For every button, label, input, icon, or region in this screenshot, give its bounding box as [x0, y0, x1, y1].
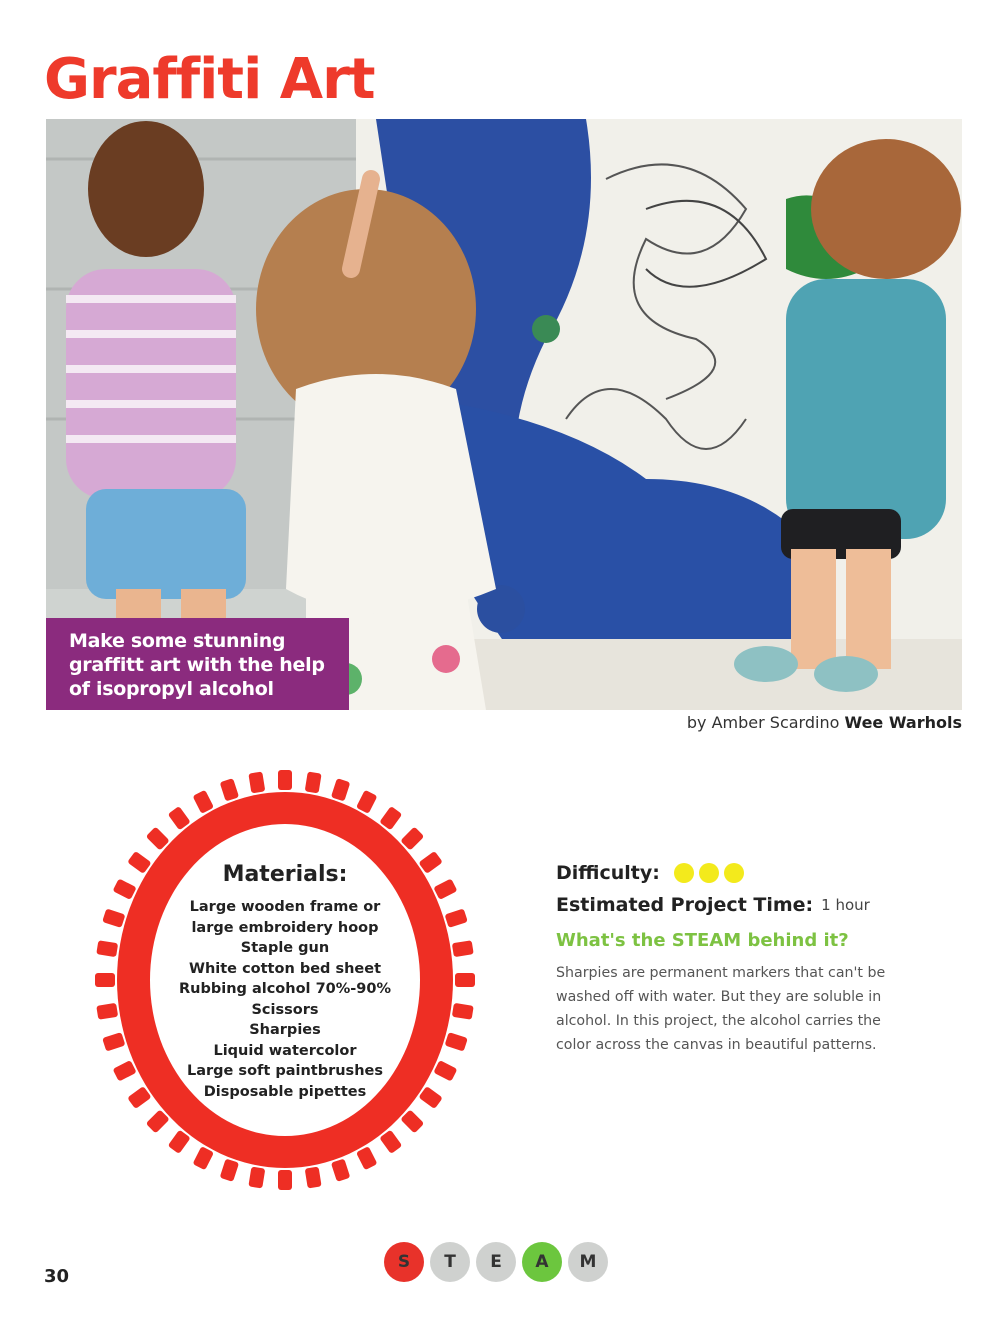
gear-tooth [168, 806, 191, 830]
page-number: 30 [44, 1266, 70, 1287]
gear-tooth [220, 1159, 239, 1182]
material-item: Liquid watercolor [213, 1042, 357, 1059]
gear-tooth [113, 878, 137, 900]
material-item: Large soft paintbrushes [187, 1063, 383, 1079]
gear-tooth [305, 1167, 322, 1189]
materials-heading: Materials: [222, 862, 348, 887]
gear-tooth [102, 1032, 125, 1051]
material-item: Disposable pipettes [203, 1083, 367, 1100]
time-row [556, 894, 936, 916]
difficulty-dot [699, 863, 719, 883]
material-item: Sharpies [249, 1022, 321, 1038]
gear-tooth [331, 1159, 350, 1182]
gear-tooth [146, 827, 170, 851]
gear-tooth [331, 778, 350, 801]
materials-list [135, 897, 435, 1102]
gear-tooth [433, 878, 457, 900]
difficulty-row [556, 862, 936, 884]
byline-author: by Amber Scardino [686, 713, 840, 732]
byline [687, 713, 962, 732]
gear-tooth [452, 1003, 474, 1020]
photo-caption-box [46, 618, 349, 710]
gear-tooth [400, 827, 424, 851]
project-info [556, 862, 936, 1057]
difficulty-dot [724, 863, 744, 883]
gear-tooth [452, 940, 474, 957]
material-item: White cotton bed sheet [188, 960, 382, 977]
steam-letters [384, 1242, 608, 1282]
page-title: Graffiti Art [44, 47, 375, 112]
gear-tooth [278, 1170, 292, 1190]
gear-tooth [193, 790, 215, 814]
gear-tooth [379, 806, 402, 830]
gear-tooth [102, 908, 125, 927]
gear-tooth [379, 1130, 402, 1154]
gear-tooth [96, 940, 118, 957]
material-item: Scissors [251, 1001, 319, 1018]
gear-tooth [278, 770, 292, 790]
gear-tooth [220, 778, 239, 801]
steam-explanation: Sharpies are permanent markers that can't be washed off with water. But they are soluble in alcohol. In this project, the alcohol carries the color across the canvas in beautiful patterns. [556, 965, 886, 1053]
gear-tooth [445, 1032, 468, 1051]
gear-tooth [113, 1060, 137, 1082]
photo-caption: Make some stunning graffitt art with the help of isopropyl alcohol [69, 630, 325, 700]
gear-tooth [356, 1146, 378, 1170]
time-value: 1 hour [821, 896, 870, 914]
gear-tooth [455, 973, 475, 987]
gear-tooth [305, 771, 322, 793]
gear-tooth [95, 973, 115, 987]
difficulty-rating [674, 863, 744, 883]
material-item: large embroidery hoop [191, 919, 379, 936]
time-label: Estimated Project Time: [556, 894, 814, 916]
gear-tooth [248, 771, 265, 793]
steam-letter-m: M [568, 1242, 608, 1282]
material-item: Staple gun [240, 940, 330, 956]
hero-photo [46, 119, 962, 710]
material-item: Large wooden frame or [189, 899, 381, 915]
gear-tooth [168, 1130, 191, 1154]
materials-panel [135, 862, 435, 1102]
material-item: Rubbing alcohol 70%-90% [178, 981, 391, 997]
steam-letter-s: S [384, 1242, 424, 1282]
gear-tooth [433, 1060, 457, 1082]
steam-heading: What's the STEAM behind it? [556, 930, 849, 951]
gear-tooth [96, 1003, 118, 1020]
gear-tooth [193, 1146, 215, 1170]
gear-tooth [445, 908, 468, 927]
steam-letter-t: T [430, 1242, 470, 1282]
difficulty-label: Difficulty: [556, 862, 660, 884]
steam-letter-e: E [476, 1242, 516, 1282]
gear-tooth [356, 790, 378, 814]
gear-tooth [146, 1109, 170, 1133]
byline-source: Wee Warhols [844, 713, 962, 732]
steam-letter-a: A [522, 1242, 562, 1282]
difficulty-dot [674, 863, 694, 883]
gear-tooth [248, 1167, 265, 1189]
gear-tooth [400, 1109, 424, 1133]
